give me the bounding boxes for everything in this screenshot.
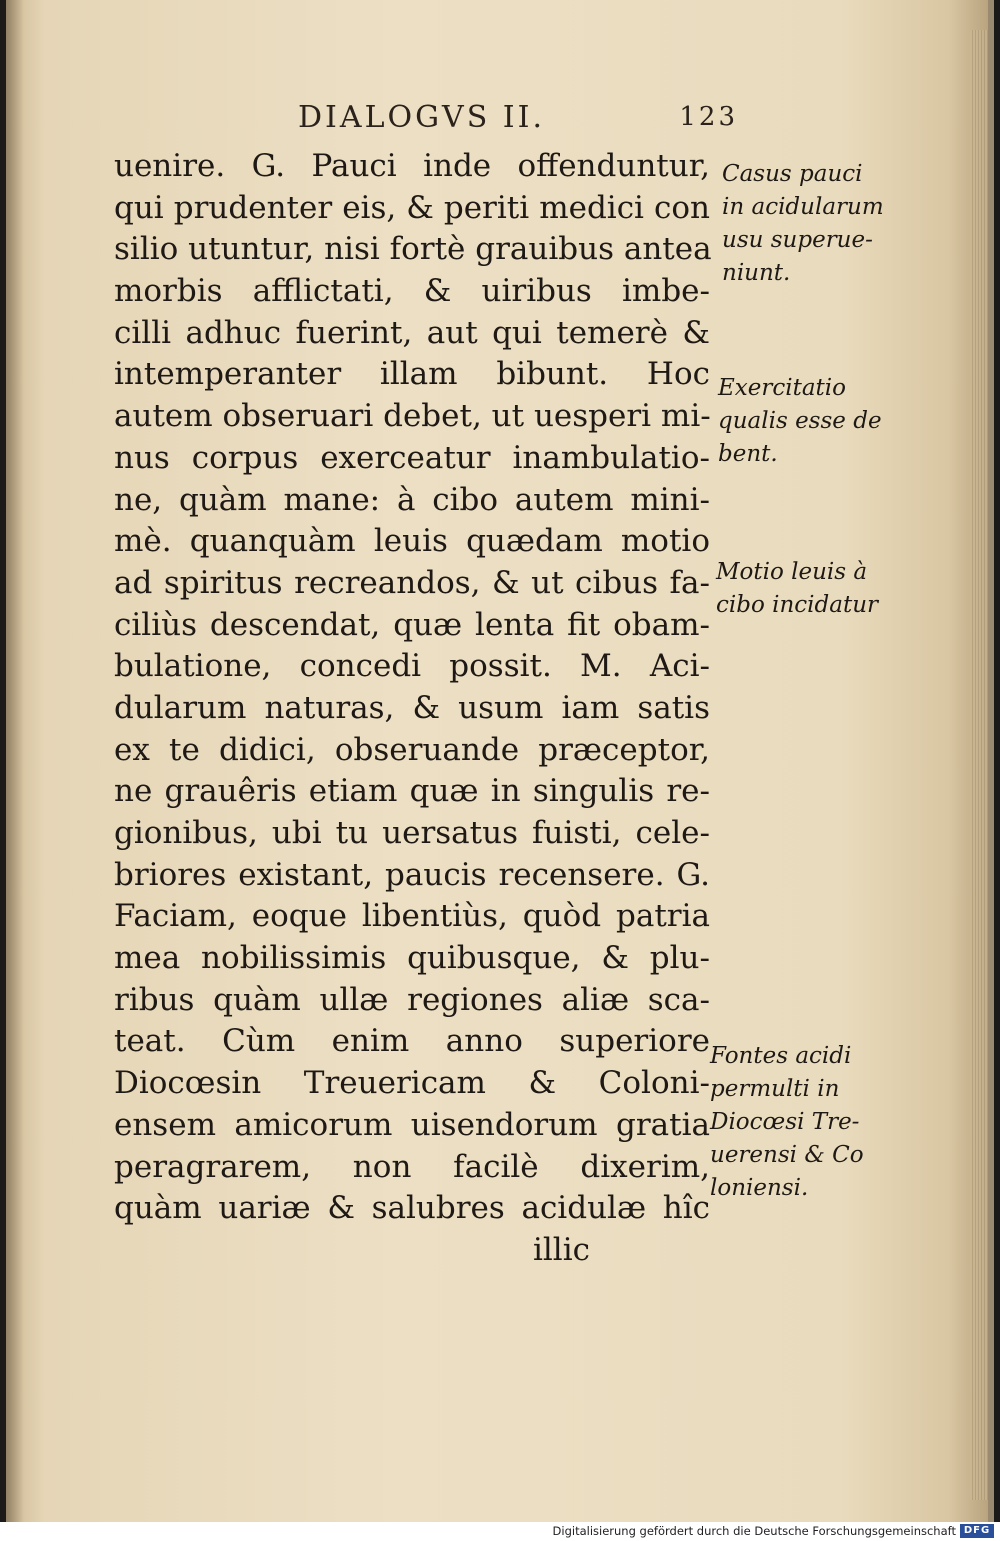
marginal-note-line: Fontes acidi — [710, 1043, 852, 1069]
text-line: ne, quàm mane: à cibo autem mini- — [114, 481, 710, 518]
marginal-note-line: Diocœsi Tre- — [710, 1109, 860, 1135]
running-header — [298, 100, 738, 140]
text-line: nus corpus exerceatur inambulatio- — [114, 439, 710, 476]
marginal-note-line: in acidularum — [722, 194, 884, 220]
marginal-note-line: cibo incidatur — [716, 592, 879, 618]
marginal-note-line: usu superue- — [722, 227, 873, 253]
marginal-note-line: uerensi & Co — [710, 1142, 864, 1168]
text-line: intemperanter illam bibunt. Hoc — [114, 356, 710, 393]
gutter-shadow — [6, 0, 24, 1522]
text-line: cilli adhuc fuerint, aut qui temerè & — [114, 314, 710, 351]
text-line: gionibus, ubi tu uersatus fuisti, cele- — [114, 815, 710, 851]
text-line: Diocœsin Treuericam & Coloni- — [114, 1065, 710, 1102]
marginal-note-line: permulti in — [710, 1076, 840, 1102]
text-line: morbis afflictati, & uiribus imbe- — [114, 273, 710, 310]
marginal-note-line: Motio leuis à — [716, 559, 868, 585]
marginal-note-line: niunt. — [722, 260, 791, 286]
main-text-block — [114, 146, 710, 1272]
marginal-note-line: Exercitatio — [718, 375, 847, 401]
marginal-note-line: loniensi. — [710, 1175, 809, 1201]
marginal-note-motio — [716, 556, 878, 622]
text-line: dularum naturas, & usum iam satis — [114, 689, 710, 726]
running-title: DIALOGVS II. — [298, 100, 546, 135]
text-line: quàm uariæ & salubres acidulæ hîc — [114, 1190, 710, 1227]
text-line: qui prudenter eis, & periti medici con — [114, 189, 710, 226]
text-line: mè. quanquàm leuis quædam motio — [114, 523, 710, 560]
text-line: briores existant, paucis recensere. G. — [114, 856, 710, 893]
text-line: silio utuntur, nisi fortè grauibus antea — [114, 231, 712, 268]
text-line: bulatione, concedi possit. M. Aci- — [114, 648, 710, 685]
text-line: ribus quàm ullæ regiones aliæ sca- — [114, 981, 710, 1018]
text-line: Faciam, eoque libentiùs, quòd patria — [114, 898, 710, 935]
marginal-note-exercitatio — [718, 372, 882, 471]
page-number: 123 — [679, 102, 738, 132]
catchword: illic — [532, 1231, 590, 1268]
footer-credit: Digitalisierung gefördert durch die Deutsche Forschungsgemeinschaft — [552, 1524, 956, 1538]
dfg-logo: DFG — [960, 1524, 994, 1538]
marginal-note-casus — [722, 158, 884, 290]
text-line: autem obseruari debet, ut uesperi mi- — [114, 398, 711, 435]
marginal-note-line: bent. — [718, 441, 778, 467]
text-line: uenire. G. Pauci inde offenduntur, — [114, 148, 710, 184]
digitization-footer — [0, 1522, 1000, 1541]
text-line: ex te didici, obseruande præceptor, — [114, 731, 710, 768]
marginal-note-fontes — [710, 1040, 864, 1205]
text-line: peragrarem, non facilè dixerim, — [114, 1148, 710, 1185]
marginal-note-line: qualis esse de — [718, 408, 882, 434]
marginal-note-line: Casus pauci — [722, 161, 863, 187]
text-line: ensem amicorum uisendorum gratia — [114, 1106, 710, 1143]
book-page — [6, 0, 994, 1522]
text-line: ad spiritus recreandos, & ut cibus fa- — [114, 564, 710, 601]
text-line: ne grauêris etiam quæ in singulis re- — [114, 773, 710, 810]
page-edge — [970, 30, 988, 1500]
text-line: teat. Cùm enim anno superiore — [114, 1023, 710, 1060]
text-line: ciliùs descendat, quæ lenta fit obam- — [114, 606, 710, 643]
text-line: mea nobilissimis quibusque, & plu- — [114, 940, 710, 977]
